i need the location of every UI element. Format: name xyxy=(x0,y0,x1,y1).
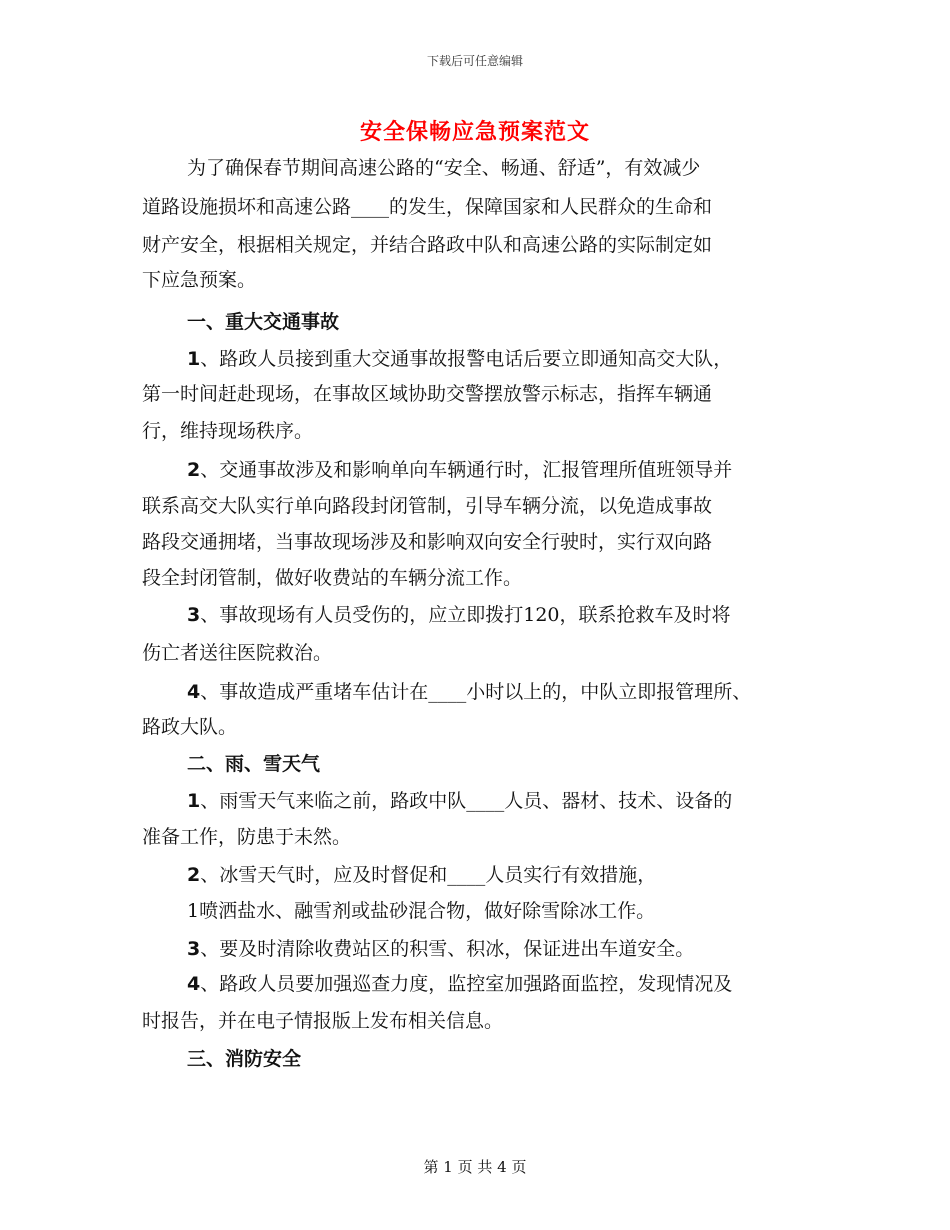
text-line xyxy=(187,789,732,813)
item-number: 4 xyxy=(187,681,201,703)
text-line xyxy=(187,863,656,887)
text-line: 道路设施损坏和高速公路____的发生，保障国家和人民群众的生命和 xyxy=(142,196,713,218)
section-heading: 一、重大交通事故 xyxy=(187,311,340,333)
text-line: 段全封闭管制，做好收费站的车辆分流工作。 xyxy=(142,567,523,589)
text-line: 1喷洒盐水、融雪剂或盐砂混合物，做好除雪除冰工作。 xyxy=(187,900,656,922)
text-line: 第一时间赶赴现场，在事故区域协助交警摆放警示标志，指挥车辆通 xyxy=(142,383,713,405)
item-number: 3 xyxy=(187,604,201,626)
line-text: 、路政人员要加强巡查力度，监控室加强路面监控，发现情况及 xyxy=(200,973,733,995)
text-line: 伤亡者送往医院救治。 xyxy=(142,642,333,664)
line-text: 、路政人员接到重大交通事故报警电话后要立即通知高交大队， xyxy=(200,348,733,370)
text-line: 时报告，并在电子情报版上发布相关信息。 xyxy=(142,1010,504,1032)
document-title: 安全保畅应急预案范文 xyxy=(359,120,590,145)
text-line: 行，维持现场秩序。 xyxy=(142,420,314,442)
item-number: 2 xyxy=(187,459,201,481)
section-heading: 二、雨、雪天气 xyxy=(187,753,321,775)
text-line: 财产安全，根据相关规定，并结合路政中队和高速公路的实际制定如 xyxy=(142,234,713,256)
line-text: 、要及时清除收费站区的积雪、积冰，保证进出车道安全。 xyxy=(200,938,695,960)
page-footer: 第 1 页 共 4 页 xyxy=(423,1158,527,1176)
header-note: 下载后可任意编辑 xyxy=(426,54,523,68)
text-line: 为了确保春节期间高速公路的“安全、畅通、舒适”，有效减少 xyxy=(187,157,701,179)
text-line: 路政大队。 xyxy=(142,716,238,738)
text-line xyxy=(187,458,732,482)
text-line xyxy=(187,937,694,961)
item-number: 1 xyxy=(187,348,201,370)
line-text: 、交通事故涉及和影响单向车辆通行时，汇报管理所值班领导并 xyxy=(200,459,733,481)
text-line: 联系高交大队实行单向路段封闭管制，引导车辆分流，以免造成事故 xyxy=(142,495,713,517)
line-text: 、事故造成严重堵车估计在____小时以上的，中队立即报管理所、 xyxy=(200,681,752,703)
text-line xyxy=(187,680,751,704)
text-line xyxy=(187,347,732,371)
section-heading: 三、消防安全 xyxy=(187,1048,302,1070)
item-number: 4 xyxy=(187,973,201,995)
line-text: 、冰雪天气时，应及时督促和____人员实行有效措施， xyxy=(200,864,657,886)
text-line: 下应急预案。 xyxy=(142,269,257,291)
item-number: 1 xyxy=(187,790,201,812)
text-line: 路段交通拥堵，当事故现场涉及和影响双向安全行驶时，实行双向路 xyxy=(142,531,713,553)
line-text: 、雨雪天气来临之前，路政中队____人员、器材、技术、设备的 xyxy=(200,790,733,812)
line-text: 、事故现场有人员受伤的，应立即拨打120，联系抢救车及时将 xyxy=(200,604,731,626)
text-line: 准备工作，防患于未然。 xyxy=(142,826,352,848)
item-number: 2 xyxy=(187,864,201,886)
text-line xyxy=(187,972,732,996)
item-number: 3 xyxy=(187,938,201,960)
text-line xyxy=(187,603,731,627)
